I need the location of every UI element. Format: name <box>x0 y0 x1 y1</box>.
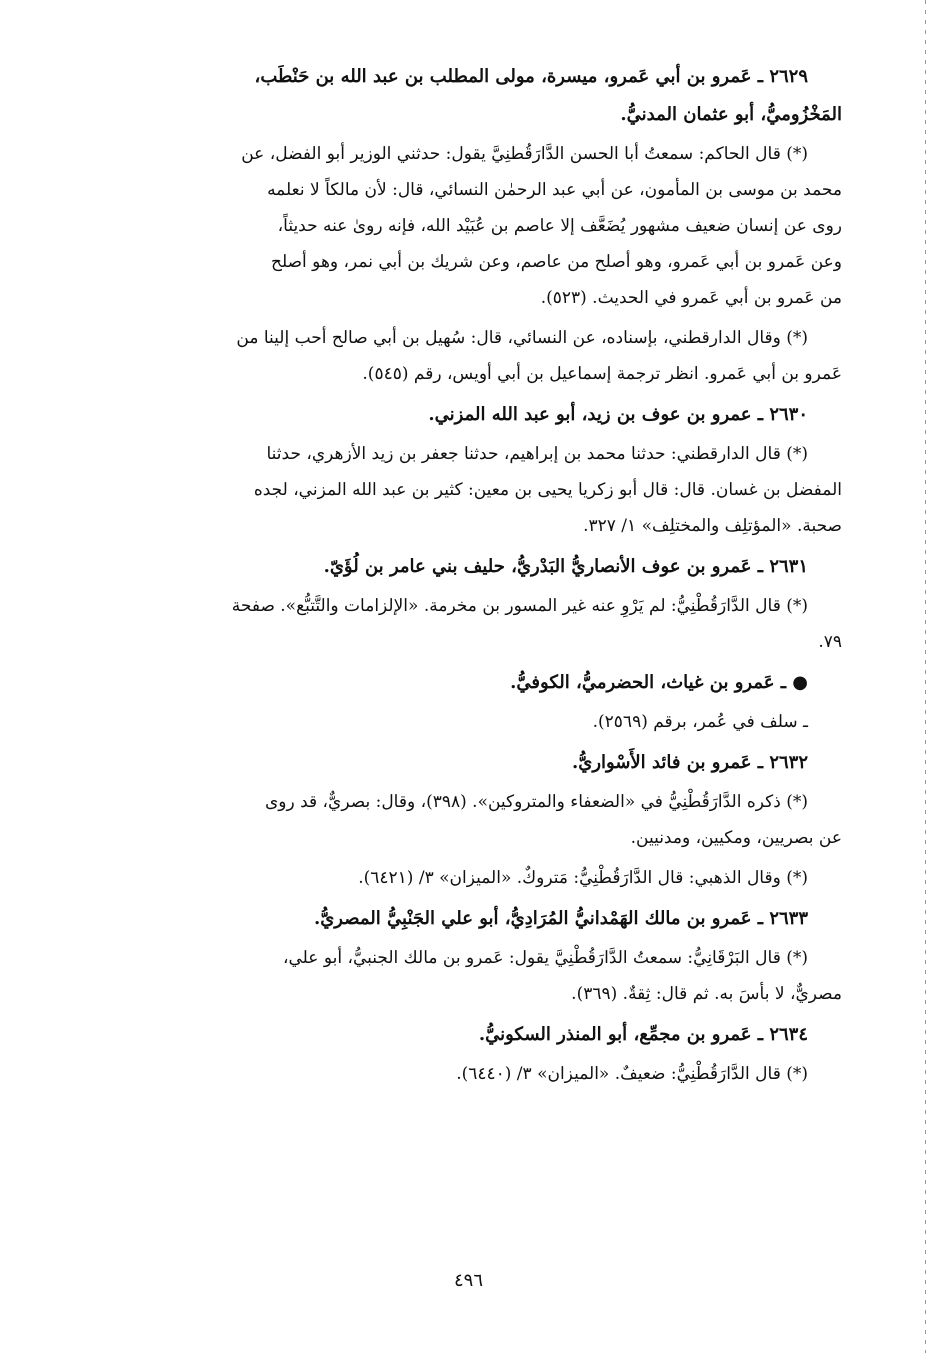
entry <box>72 900 842 1012</box>
entry-paragraph <box>72 1056 842 1092</box>
paragraph-line: (*) قال الدَّارَقُطْنِيُّ: ضعيفٌ. «الميزان» ٣/ (٦٤٤٠). <box>456 1064 808 1084</box>
paragraph-line: صحبة. «المؤتلِف والمختلِف» ١/ ٣٢٧. <box>583 516 842 536</box>
entry <box>72 548 842 660</box>
paragraph-line: وعن عَمرو بن أبي عَمرو، وهو أصلح من عاصم، وعن شريك بن أبي نمر، وهو أصلح <box>271 252 842 272</box>
entry-heading-line: ٢٦٣٣ ـ عَمرو بن مالك الهَمْدانيُّ المُرَادِيُّ، أبو علي الجَنْبِيُّ المصريُّ. <box>313 908 808 929</box>
paragraph-line: عَمرو بن أبي عَمرو. انظر ترجمة إسماعيل بن أبي أويس، رقم (٥٤٥). <box>362 364 842 384</box>
page-number: ٤٩٦ <box>453 1270 483 1291</box>
entry <box>72 664 842 740</box>
paragraph-line: (*) قال البَرْقَانِيُّ: سمعتُ الدَّارَقُطْنِيَّ يقول: عَمرو بن مالك الجنبيُّ، أبو علي، <box>283 948 808 968</box>
paragraph-line: مصريٌّ، لا بأسَ به. ثم قال: ثِقةٌ. (٣٦٩). <box>571 984 842 1004</box>
entry <box>72 58 842 392</box>
entry-heading-line: ● ـ عَمرو بن غياث، الحضرميُّ، الكوفيُّ. <box>510 672 808 693</box>
entry-paragraph <box>72 320 842 392</box>
paragraph-line: روى عن إنسان ضعيف مشهور يُضَعَّف إلا عاصم بن عُبَيْد الله، فإنه روىٰ عنه حديثاً، <box>277 216 842 236</box>
entry-paragraph <box>72 940 842 1012</box>
entry-heading-line: ٢٦٣٤ ـ عَمرو بن مجمِّع، أبو المنذر السكونيُّ. <box>478 1024 808 1045</box>
entry-heading-line: المَخْزُوميُّ، أبو عثمان المدنيُّ. <box>620 104 842 125</box>
paragraph-line: (*) قال الدارقطني: حدثنا محمد بن إبراهيم، حدثنا جعفر بن زيد الأزهري، حدثنا <box>266 444 808 464</box>
entry-heading-line: ٢٦٣١ ـ عَمرو بن عوف الأنصاريُّ البَدْريُّ، حليف بني عامر بن لُؤَيّ. <box>323 556 808 577</box>
paragraph-line: (*) وقال الدارقطني، بإسناده، عن النسائي، قال: سُهيل بن أبي صالح أحب إلينا من <box>236 328 808 348</box>
paragraph-line: (*) وقال الذهبي: قال الدَّارَقُطْنِيُّ: مَتروكٌ. «الميزان» ٣/ (٦٤٢١). <box>358 868 808 888</box>
entry <box>72 396 842 544</box>
entry <box>72 1016 842 1092</box>
entry <box>72 744 842 896</box>
paragraph-line: (*) قال الحاكم: سمعتُ أبا الحسن الدَّارَقُطنِيَّ يقول: حدثني الوزير أبو الفضل، عن <box>241 144 808 164</box>
paragraph-line: ـ سلف في عُمر، برقم (٢٥٦٩). <box>592 712 808 732</box>
entry-paragraph <box>72 784 842 856</box>
paragraph-line: محمد بن موسى بن المأمون، عن أبي عبد الرحمٰن النسائي، قال: لأن مالكاً لا نعلمه <box>267 180 842 200</box>
entry-heading-line: ٢٦٣٢ ـ عَمرو بن فائد الأَسْواريُّ. <box>571 752 808 773</box>
paragraph-line: من عَمرو بن أبي عَمرو في الحديث. (٥٢٣). <box>540 288 842 308</box>
entry-paragraph <box>72 704 842 740</box>
entry-paragraph <box>72 136 842 316</box>
paragraph-line: (*) قال الدَّارَقُطْنِيُّ: لم يَرْوِ عنه غير المسور بن مخرمة. «الإلزامات والتَّتبُّع». صفحة <box>231 596 808 616</box>
scan-edge <box>925 0 926 1353</box>
entry-paragraph <box>72 860 842 896</box>
page-content <box>72 58 842 1096</box>
paragraph-line: ٧٩. <box>818 632 842 652</box>
entry-heading-line: ٢٦٣٠ ـ عمرو بن عوف بن زيد، أبو عبد الله المزني. <box>428 404 808 425</box>
entry-heading-line: ٢٦٢٩ ـ عَمرو بن أبي عَمرو، ميسرة، مولى المطلب بن عبد الله بن حَنْطَب، <box>254 66 808 87</box>
entry-paragraph <box>72 436 842 544</box>
entry-paragraph <box>72 588 842 660</box>
paragraph-line: المفضل بن غسان. قال: قال أبو زكريا يحيى بن معين: كثير بن عبد الله المزني، لجده <box>253 480 842 500</box>
paragraph-line: (*) ذكره الدَّارَقُطْنِيُّ في «الضعفاء والمتروكين». (٣٩٨)، وقال: بصريٌّ، قد روى <box>264 792 808 812</box>
paragraph-line: عن بصريين، ومكيين، ومدنيين. <box>630 828 842 848</box>
